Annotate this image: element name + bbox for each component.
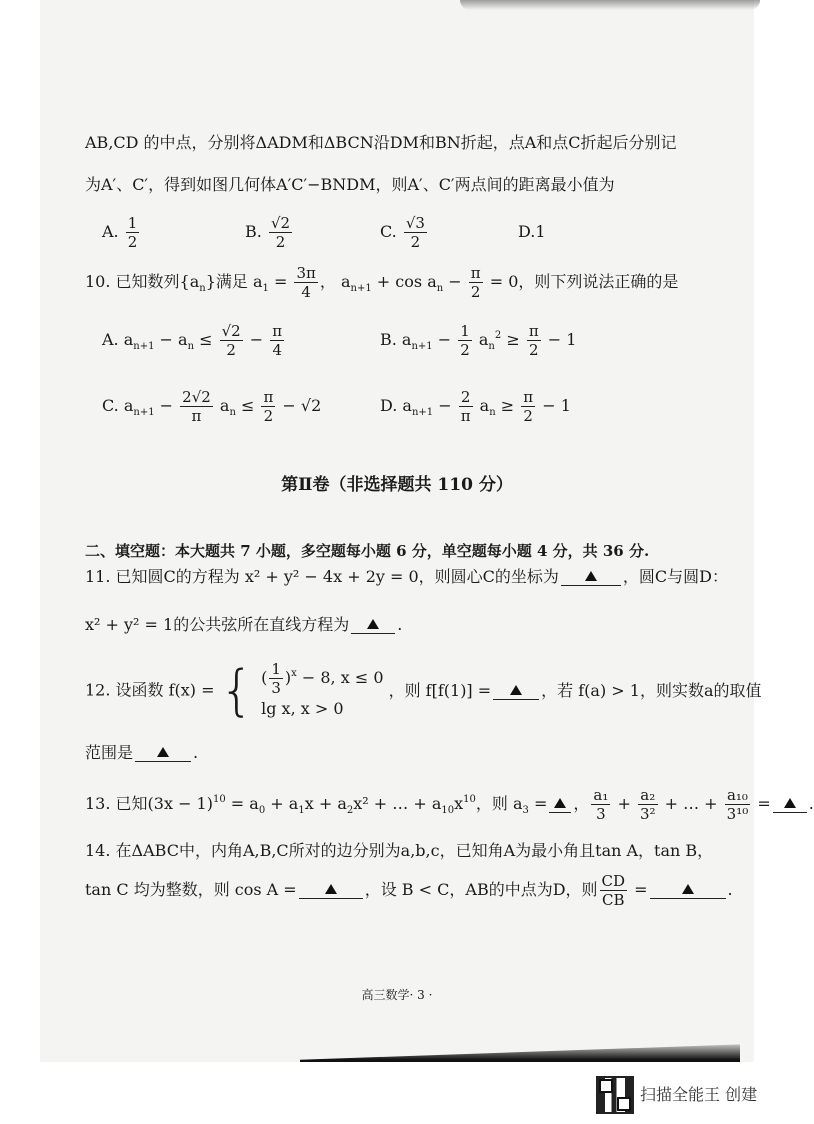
q9-option-c[interactable]: C. $\frac{√3}{2}$	[380, 214, 425, 251]
triangle-icon	[682, 884, 694, 894]
scan-shadow-top	[460, 0, 760, 10]
q13-line: 13. 已知$(3x - 1)^{10} = a_0 + a_1x + a_2x^2$ + … + $a_{10}x^{10}$，则 $a_3$ = ， $\frac{\text{a₁}}{3}$ + $\frac{\text{a₂}}{\text{3²}}$ + … + $\frac{\text{a₁₀}}{\text{3¹⁰}}$ = .	[85, 786, 814, 823]
triangle-icon	[585, 571, 597, 581]
q13-blank-1[interactable]	[549, 796, 571, 813]
q11-blank-2[interactable]	[351, 617, 395, 634]
q9-line1: AB,CD 的中点，分别将ΔADM和ΔBCN沿DM和BN折起，点A和点C折起后分别记	[85, 133, 677, 152]
q12-line1: 12. 设函数 f(x) = { ( $\frac{1}{3}$ )$^x$ − 8, x ≤ 0 lg x, x > 0 ，则 f[f(1)] = ，若 f(a) > 1，则实数a的取值	[85, 658, 762, 722]
triangle-icon	[367, 619, 379, 629]
triangle-icon	[554, 798, 566, 808]
section-title: 第Ⅱ卷（非选择题共 110 分）	[281, 475, 513, 495]
triangle-icon	[157, 747, 169, 757]
q13-blank-2[interactable]	[773, 796, 807, 813]
q12-line2: 范围是 .	[85, 743, 199, 762]
q14-line1: 14. 在ΔABC中，内角A,B,C所对的边分别为a,b,c，已知角A为最小角且tan A，tan B，	[85, 841, 714, 860]
q10-option-d[interactable]: D. $a_{n+1}$ − $\frac{2}{\pi}$ $a_n$ ≥ $\frac{\pi}{2}$ − 1	[380, 388, 571, 425]
q10-option-c[interactable]: C. $a_{n+1}$ − $\frac{2√2}{\pi}$ $a_n$ ≤ $\frac{\pi}{2}$ − √2	[102, 388, 322, 425]
triangle-icon	[325, 884, 337, 894]
q9-option-b[interactable]: B. $\frac{√2}{2}$	[245, 214, 291, 251]
q10-option-a[interactable]: A. $a_{n+1} - a_n$ ≤ $\frac{√2}{2}$ − $\frac{\pi}{4}$	[102, 322, 283, 359]
q9-option-d[interactable]: D.1	[518, 222, 546, 241]
q11-line1: 11. 已知圆C的方程为 x² + y² − 4x + 2y = 0，则圆心C的坐标为 ，圆C与圆D：	[85, 567, 728, 586]
scanner-watermark: 扫描全能王 创建	[640, 1085, 758, 1104]
qr-code-icon	[596, 1076, 634, 1114]
q11-line2: x² + y² = 1的公共弦所在直线方程为 .	[85, 615, 403, 634]
q14-blank-1[interactable]	[299, 882, 363, 899]
brace-icon: {	[219, 658, 254, 722]
q11-blank-1[interactable]	[561, 569, 621, 586]
triangle-icon	[784, 798, 796, 808]
q9-line2: 为A′、C′，得到如图几何体A′C′−BNDM，则A′、C′两点间的距离最小值为	[85, 175, 615, 194]
triangle-icon	[510, 685, 522, 695]
q10-stem: 10. 已知数列$\{a_n\}$满足 $a_1$ = $\frac{3\pi}{4}$ ， $a_{n+1} + \cos a_n$ − $\frac{\pi}{2}$ = 0，则下列说法正确的是	[85, 264, 679, 301]
q12-blank-1[interactable]	[493, 683, 539, 700]
q10-option-b[interactable]: B. $a_{n+1}$ − $\frac{1}{2}$ $a_n^2$ ≥ $\frac{\pi}{2}$ − 1	[380, 322, 577, 359]
page-footer: 高三数学· 3 ·	[361, 988, 433, 1002]
q14-line2: tan C 均为整数，则 cos A = ，设 B < C，AB的中点为D，则 $\frac{CD}{CB}$ = .	[85, 872, 733, 909]
q14-blank-2[interactable]	[650, 882, 726, 899]
q12-blank-2[interactable]	[135, 745, 191, 762]
q9-option-a[interactable]: A. $\frac{1}{2}$	[102, 214, 138, 251]
section2-heading: 二、填空题：本大题共 7 小题，多空题每小题 6 分，单空题每小题 4 分，共 36 分.	[85, 542, 650, 560]
